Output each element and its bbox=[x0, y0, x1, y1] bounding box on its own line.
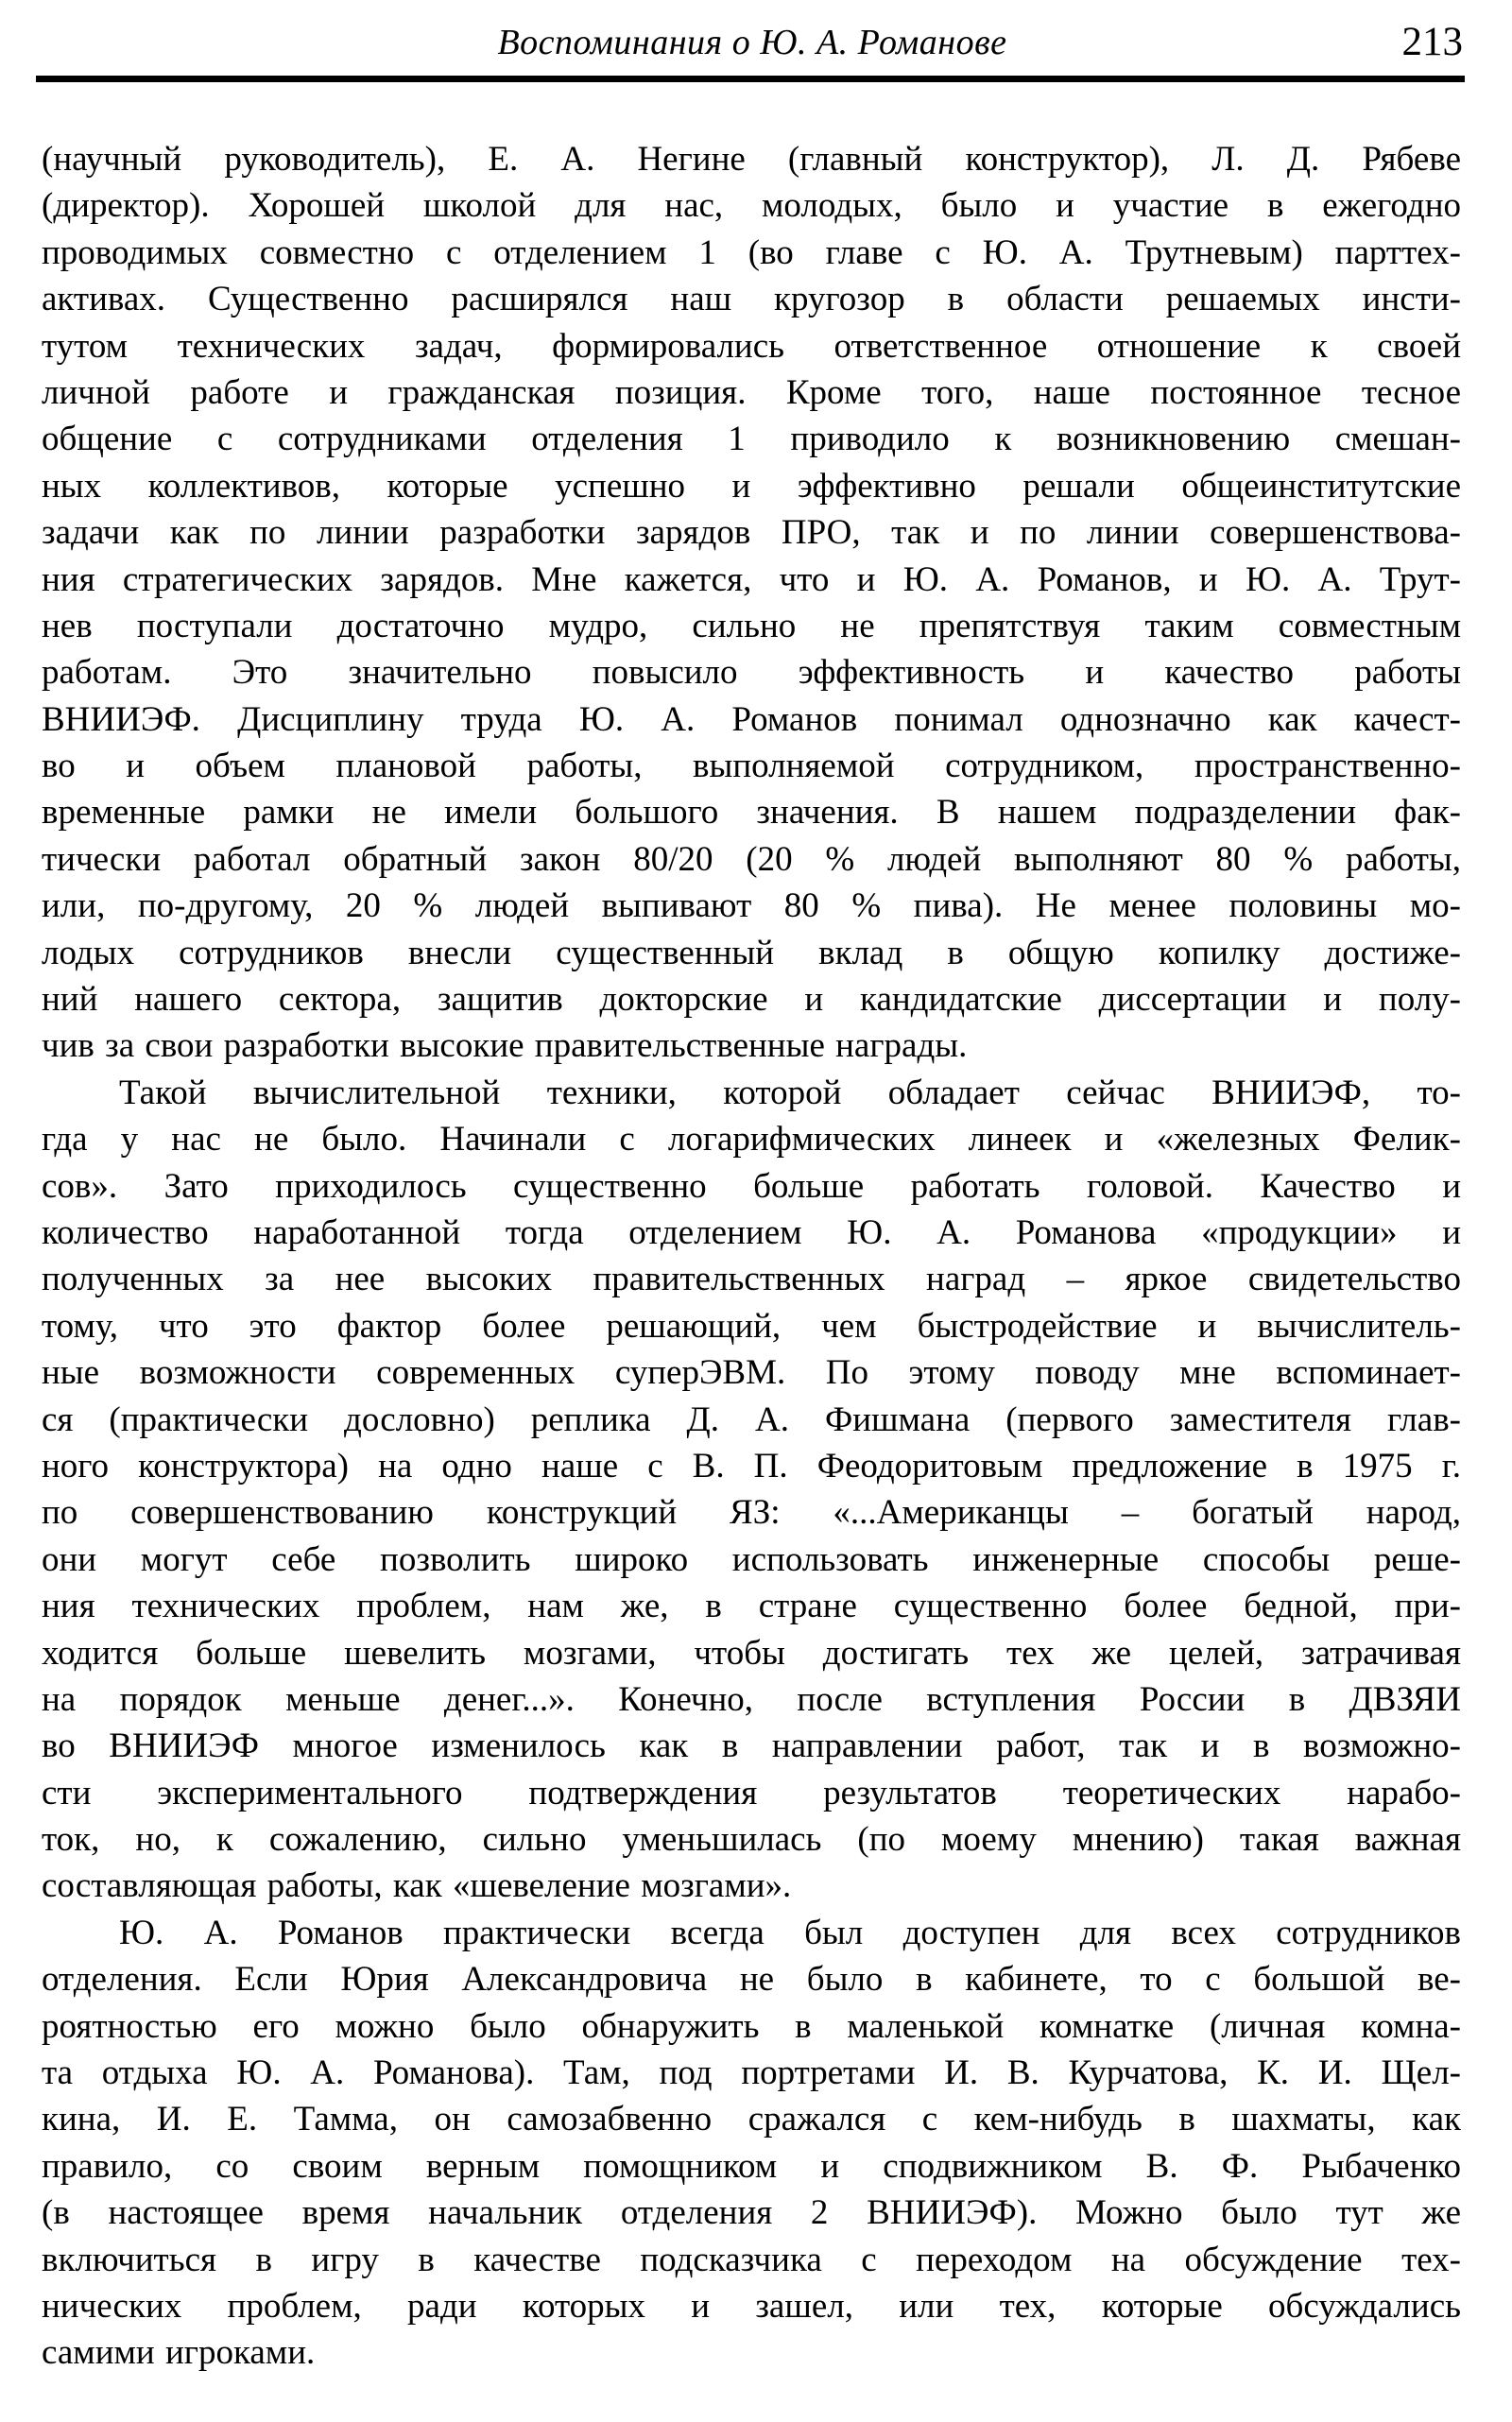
text-line: лодых сотрудников внесли существенный вклад в общую копилку достиже- bbox=[42, 933, 1461, 972]
text-line: ния технических проблем, нам же, в стране существенно более бедной, при- bbox=[42, 1587, 1461, 1626]
text-line: кина, И. Е. Тамма, он самозабвенно сражался с кем-нибудь в шахматы, как bbox=[42, 2100, 1461, 2139]
text-block bbox=[42, 136, 1461, 2377]
page-number: 213 bbox=[1401, 20, 1463, 64]
running-head-title: Воспоминания о Ю. А. Романове bbox=[497, 23, 1007, 62]
text-line: ток, но, к сожалению, сильно уменьшилась (по моему мнению) такая важная bbox=[42, 1820, 1461, 1860]
text-line: сти экспериментального подтверждения результатов теоретических нарабо- bbox=[42, 1773, 1461, 1812]
text-line: ний нашего сектора, защитив докторские и кандидатские диссертации и полу- bbox=[42, 980, 1461, 1020]
text-line: задачи как по линии разработки зарядов ПРО, так и по линии совершенствова- bbox=[42, 513, 1461, 553]
text-line: правило, со своим верным помощником и сподвижником В. Ф. Рыбаченко bbox=[42, 2146, 1461, 2186]
text-line: ного конструктора) на одно наше с В. П. Феодоритовым предложение в 1975 г. bbox=[42, 1446, 1461, 1486]
text-line: работам. Это значительно повысило эффективность и качество работы bbox=[42, 653, 1461, 693]
header-rule bbox=[36, 76, 1465, 82]
text-line: ходится больше шевелить мозгами, чтобы достигать тех же целей, затрачивая bbox=[42, 1633, 1461, 1673]
text-line: ных коллективов, которые успешно и эффективно решали общеинститутские bbox=[42, 466, 1461, 506]
text-line: личной работе и гражданская позиция. Кроме того, наше постоянное тесное bbox=[42, 372, 1461, 412]
text-line: проводимых совместно с отделением 1 (во главе с Ю. А. Трутневым) парттех- bbox=[42, 232, 1461, 272]
text-line: чив за свои разработки высокие правительственные награды. bbox=[42, 1026, 968, 1066]
text-line: отделения. Если Юрия Александровича не было в кабинете, то с большой ве- bbox=[42, 1960, 1461, 2000]
text-line: активах. Существенно расширялся наш кругозор в области решаемых инсти- bbox=[42, 280, 1461, 319]
text-line: включиться в игру в качестве подсказчика с переходом на обсуждение тех- bbox=[42, 2240, 1461, 2279]
text-line: (директор). Хорошей школой для нас, молодых, было и участие в ежегодно bbox=[42, 186, 1461, 226]
text-line: Такой вычислительной техники, которой обладает сейчас ВНИИЭФ, то- bbox=[119, 1073, 1461, 1112]
text-line: во ВНИИЭФ многое изменилось как в направлении работ, так и в возможно- bbox=[42, 1726, 1461, 1766]
text-line: временные рамки не имели большого значения. В нашем подразделении фак- bbox=[42, 793, 1461, 833]
text-line: нев поступали достаточно мудро, сильно не препятствуя таким совместным bbox=[42, 606, 1461, 645]
text-line: на порядок меньше денег...». Конечно, после вступления России в ДВЗЯИ bbox=[42, 1679, 1461, 1719]
text-line: (в настоящее время начальник отделения 2 ВНИИЭФ). Можно было тут же bbox=[42, 2193, 1461, 2233]
text-line: во и объем плановой работы, выполняемой сотрудником, пространственно- bbox=[42, 747, 1461, 786]
text-line: ния стратегических зарядов. Мне кажется, что и Ю. А. Романов, и Ю. А. Трут- bbox=[42, 559, 1461, 599]
text-line: (научный руководитель), Е. А. Негине (главный конструктор), Л. Д. Рябеве bbox=[42, 140, 1461, 179]
running-head bbox=[42, 21, 1463, 68]
text-line: та отдыха Ю. А. Романова). Там, под портретами И. В. Курчатова, К. И. Щел- bbox=[42, 2053, 1461, 2093]
text-line: ные возможности современных суперЭВМ. По этому поводу мне вспоминает- bbox=[42, 1353, 1461, 1393]
text-line: ВНИИЭФ. Дисциплину труда Ю. А. Романов понимал однозначно как качест- bbox=[42, 699, 1461, 739]
text-line: или, по-другому, 20 % людей выпивают 80 % пива). Не менее половины мо- bbox=[42, 886, 1461, 926]
text-line: ся (практически дословно) реплика Д. А. Фишмана (первого заместителя глав- bbox=[42, 1400, 1461, 1439]
text-line: самими игроками. bbox=[42, 2333, 316, 2373]
text-line: полученных за нее высоких правительственных наград – яркое свидетельство bbox=[42, 1260, 1461, 1299]
text-line: они могут себе позволить широко использовать инженерные способы реше- bbox=[42, 1539, 1461, 1579]
text-line: тутом технических задач, формировались ответственное отношение к своей bbox=[42, 326, 1461, 366]
text-line: Ю. А. Романов практически всегда был доступен для всех сотрудников bbox=[119, 1913, 1461, 1952]
text-line: гда у нас не было. Начинали с логарифмических линеек и «железных Фелик- bbox=[42, 1120, 1461, 1159]
text-line: тически работал обратный закон 80/20 (20 % людей выполняют 80 % работы, bbox=[42, 839, 1461, 879]
text-line: составляющая работы, как «шевеление мозгами». bbox=[42, 1866, 792, 1906]
text-line: роятностью его можно было обнаружить в маленькой комнатке (личная комна- bbox=[42, 2006, 1461, 2046]
text-line: сов». Зато приходилось существенно больше работать головой. Качество и bbox=[42, 1166, 1461, 1206]
text-line: общение с сотрудниками отделения 1 приводило к возникновению смешан- bbox=[42, 420, 1461, 459]
text-line: нических проблем, ради которых и зашел, или тех, которые обсуждались bbox=[42, 2286, 1461, 2326]
text-line: тому, что это фактор более решающий, чем быстродействие и вычислитель- bbox=[42, 1306, 1461, 1346]
text-line: количество наработанной тогда отделением Ю. А. Романова «продукции» и bbox=[42, 1212, 1461, 1252]
text-line: по совершенствованию конструкций ЯЗ: «...Американцы – богатый народ, bbox=[42, 1493, 1461, 1533]
